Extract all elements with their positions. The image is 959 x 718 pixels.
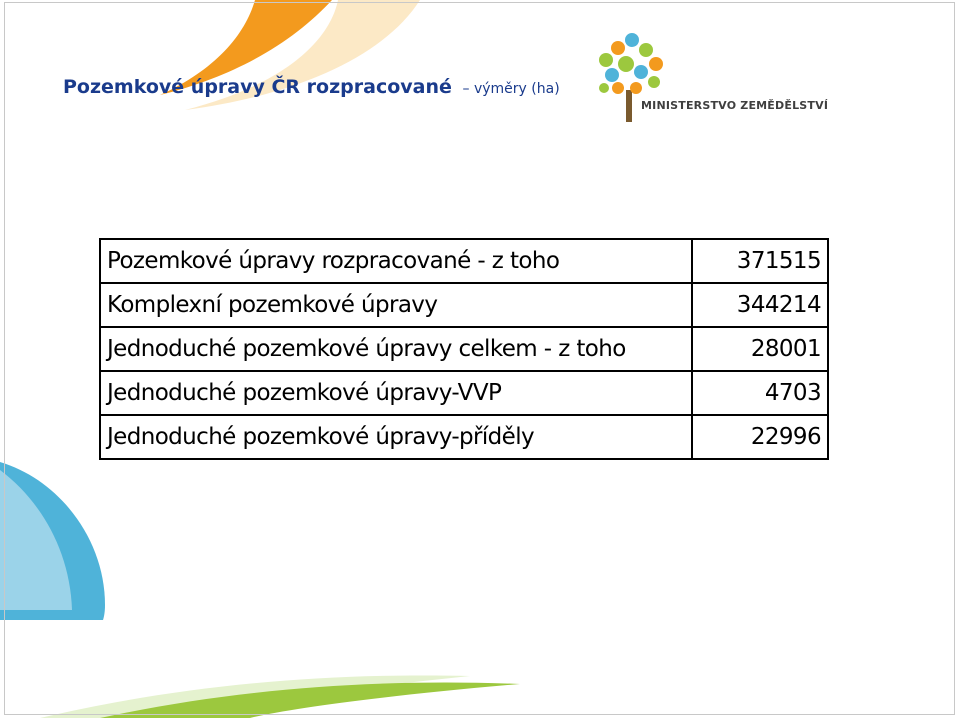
table-row xyxy=(100,415,828,459)
row-label: Komplexní pozemkové úpravy xyxy=(100,283,692,327)
row-value: 4703 xyxy=(692,371,828,415)
table-row xyxy=(100,239,828,283)
row-value: 344214 xyxy=(692,283,828,327)
table-row xyxy=(100,327,828,371)
data-table xyxy=(99,238,829,460)
table-row xyxy=(100,283,828,327)
row-value: 28001 xyxy=(692,327,828,371)
row-label: Jednoduché pozemkové úpravy celkem - z toho xyxy=(100,327,692,371)
row-label: Jednoduché pozemkové úpravy-příděly xyxy=(100,415,692,459)
table-row xyxy=(100,371,828,415)
row-label: Jednoduché pozemkové úpravy-VVP xyxy=(100,371,692,415)
row-value: 371515 xyxy=(692,239,828,283)
title-main: Pozemkové úpravy ČR rozpracované xyxy=(63,76,452,98)
logo-text: MINISTERSTVO ZEMĚDĚLSTVÍ xyxy=(641,99,829,112)
row-label: Pozemkové úpravy rozpracované - z toho xyxy=(100,239,692,283)
slide-title xyxy=(63,76,560,98)
title-subtitle: – výměry (ha) xyxy=(462,81,560,97)
row-value: 22996 xyxy=(750,424,821,450)
